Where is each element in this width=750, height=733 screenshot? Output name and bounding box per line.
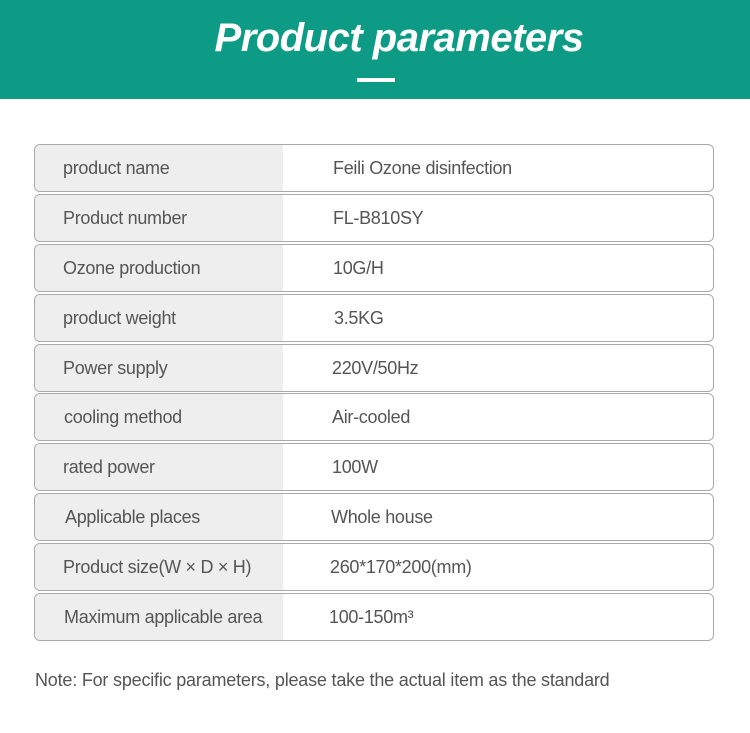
parameter-value: 100-150m³: [329, 607, 414, 628]
parameter-row-product-weight: [34, 294, 714, 342]
parameter-label: product name: [63, 158, 170, 178]
parameter-label: product weight: [63, 307, 176, 328]
parameter-row-ozone-production: [34, 244, 714, 292]
parameter-row-product-number: [34, 194, 714, 242]
parameter-label: rated power: [63, 457, 155, 478]
parameter-label: Maximum applicable area: [64, 607, 263, 628]
parameter-row-product-name: [34, 144, 714, 192]
parameter-label: Product size(W × D × H): [63, 557, 252, 578]
parameter-row-rated-power: [34, 443, 714, 491]
title-underline: [357, 78, 395, 82]
parameter-label: Product number: [63, 207, 187, 228]
parameter-label: Power supply: [63, 357, 168, 378]
parameter-value: Feili Ozone disinfection: [333, 158, 512, 178]
parameter-value: 220V/50Hz: [332, 357, 419, 378]
parameter-value: Whole house: [331, 507, 433, 528]
parameter-value: FL-B810SY: [333, 207, 424, 228]
parameters-table: [34, 144, 714, 643]
page-title: Product parameters: [214, 16, 584, 60]
parameter-row-maximum-applicable-area: [34, 593, 714, 641]
parameter-row-product-size: [34, 543, 714, 591]
parameter-row-cooling-method: [34, 393, 714, 441]
parameter-value: 100W: [332, 457, 378, 478]
parameter-value: 10G/H: [333, 257, 384, 278]
disclaimer-note: Note: For specific parameters, please take the actual item as the standard: [35, 670, 610, 690]
parameter-row-applicable-places: [34, 493, 714, 541]
parameter-label: Ozone production: [63, 257, 201, 278]
parameter-row-power-supply: [34, 344, 714, 392]
parameter-label: Applicable places: [65, 507, 200, 528]
parameter-value: 260*170*200(mm): [330, 557, 472, 578]
parameter-value: 3.5KG: [334, 307, 384, 328]
parameter-value: Air-cooled: [332, 407, 411, 428]
parameter-label: cooling method: [64, 407, 182, 428]
header-banner: [0, 0, 750, 99]
